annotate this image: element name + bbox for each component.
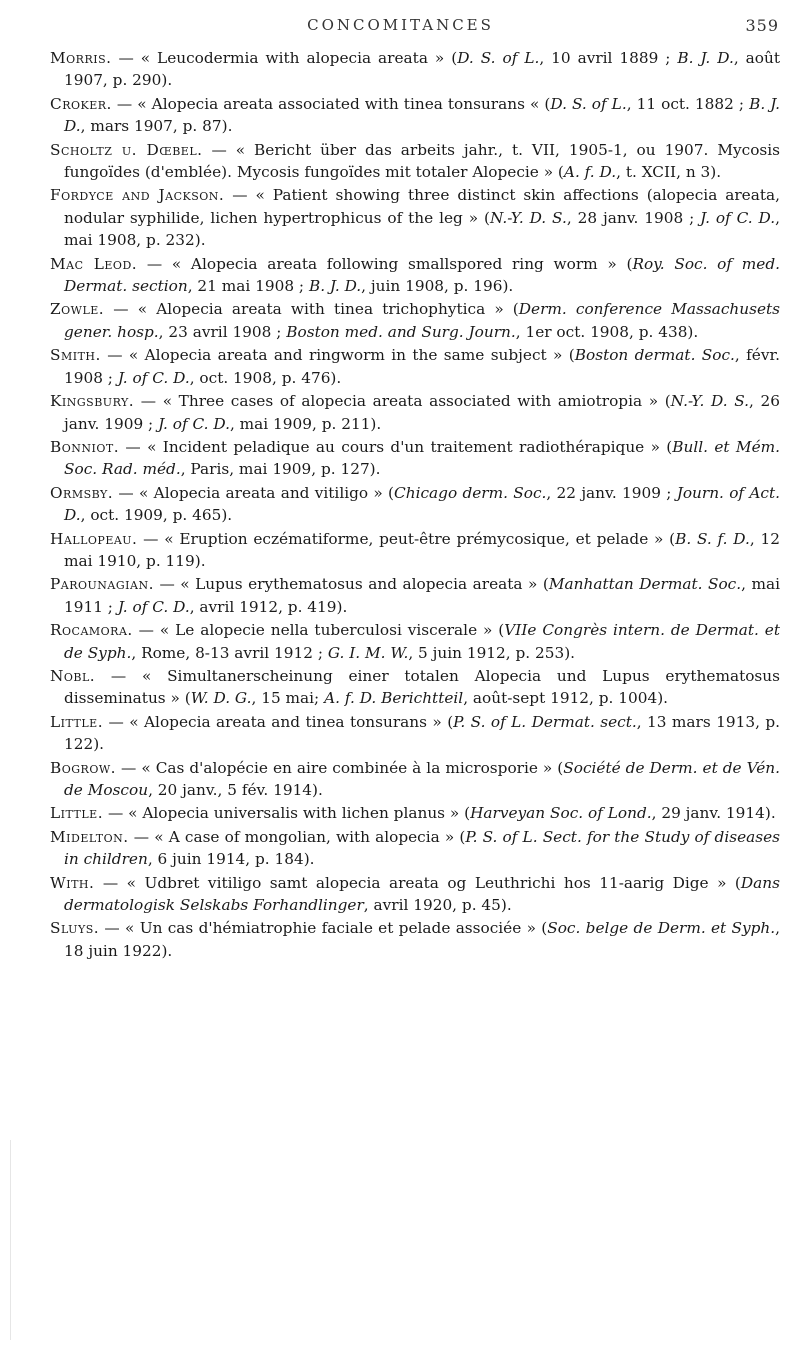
reference-author: Little. [50, 804, 104, 823]
reference-source: N.-Y. D. S. [489, 208, 567, 227]
reference-source: Bull. et Mém. Soc. Rad. méd. [64, 437, 780, 479]
reference-source: J. of C. D. [117, 368, 190, 387]
reference-author: Fordyce and Jackson. [50, 186, 225, 205]
running-head [0, 8, 801, 38]
reference-text: , 18 juin 1922). [64, 919, 781, 960]
reference-entry [50, 573, 780, 618]
reference-text: — « Alopecia areata following smallspored ring worm » ( [137, 254, 633, 273]
reference-entry [50, 872, 780, 917]
reference-text: — « A case of mongolian, with alopecia » ( [128, 827, 466, 846]
reference-text: , 28 janv. 1908 ; [566, 208, 701, 227]
reference-entry [50, 298, 780, 343]
reference-entry [50, 802, 780, 824]
reference-author: Parounagian. [50, 575, 154, 594]
reference-author: Rocamora. [50, 621, 133, 640]
reference-text: — « Cas d'alopécie en aire combinée à la microsporie » ( [116, 758, 564, 777]
reference-source: Journ. of Act. D. [64, 483, 780, 525]
reference-author: Bonniot. [50, 437, 120, 456]
reference-author: Scholtz u. Dœbel. [50, 140, 203, 159]
reference-text: , 21 mai 1908 ; [187, 277, 309, 296]
reference-author: Sluys. [50, 919, 100, 938]
reference-author: Little. [50, 712, 104, 731]
reference-text: , Paris, mai 1909, p. 127). [180, 460, 381, 479]
reference-text: , t. XCII, n 3). [616, 163, 722, 182]
reference-source: Boston med. and Surg. Journ. [286, 322, 516, 341]
reference-text: , 15 mai; [251, 689, 325, 708]
reference-entry [50, 482, 780, 527]
reference-author: Nobl. [50, 666, 96, 685]
reference-source: G. I. M. W. [327, 643, 409, 662]
reference-source: Harveyan Soc. of Lond. [470, 804, 652, 823]
reference-entry [50, 344, 780, 389]
reference-author: Croker. [50, 94, 112, 113]
reference-text: , mai 1911 ; [64, 575, 780, 616]
reference-entry [50, 826, 780, 871]
reference-author: Kingsbury. [50, 392, 135, 411]
reference-text: — « Bericht über das arbeits jahr., t. VII, 1905-1, ou 1907. Mycosis fungoïdes (d'emblée). Mycosis fungoïdes mit totaler Alopecie » ( [64, 140, 780, 182]
reference-text: , avril 1912, p. 419). [189, 597, 348, 616]
reference-text: , oct. 1909, p. 465). [80, 506, 233, 525]
reference-text: , févr. 1908 ; [64, 346, 780, 387]
reference-text: , juin 1908, p. 196). [361, 277, 514, 296]
reference-text: — « Simultanerscheinung einer totalen Alopecia und Lupus erythematosus disseminatus » ( [64, 666, 780, 708]
reference-entry [50, 665, 780, 710]
reference-entry [50, 390, 780, 435]
reference-author: Smith. [50, 346, 101, 365]
reference-text: , 20 janv., 5 fév. 1914). [148, 781, 323, 799]
reference-text: , 13 mars 1913, p. 122). [64, 712, 781, 754]
reference-text: — « Alopecia areata and vitiligo » ( [113, 483, 395, 502]
reference-source: B. J. D. [308, 277, 362, 296]
reference-entry [50, 47, 780, 92]
reference-text: , 26 janv. 1909 ; [64, 392, 780, 433]
reference-author: Mac Leod. [50, 254, 138, 273]
reference-text: — « Alopecia universalis with lichen planus » ( [103, 804, 471, 823]
reference-source: Société de Derm. et de Vén. de Moscou [64, 758, 780, 799]
reference-text: , Rome, 8-13 avril 1912 ; [131, 643, 328, 662]
reference-source: Derm. conference Massachusets gener. hosp. [64, 300, 780, 341]
reference-entry [50, 757, 780, 802]
reference-text: , mars 1907, p. 87). [80, 117, 233, 136]
reference-text: — « Incident peladique au cours d'un traitement radiothérapique » ( [119, 437, 673, 456]
reference-source: Soc. belge de Derm. et Syph. [547, 919, 776, 938]
reference-text: , 22 janv. 1909 ; [546, 483, 677, 502]
reference-entry [50, 93, 780, 138]
reference-entry [50, 139, 780, 184]
reference-text: — « Lupus erythematosus and alopecia areata » ( [153, 575, 549, 594]
reference-text: — « Three cases of alopecia areata associated with amiotropia » ( [134, 392, 671, 411]
reference-text: — « Alopecia areata associated with tinea tonsurans « ( [111, 94, 551, 113]
reference-entry [50, 253, 780, 298]
reference-text: , 6 juin 1914, p. 184). [147, 850, 315, 869]
reference-entry [50, 619, 780, 664]
reference-author: With. [50, 873, 95, 892]
reference-text: — « Udbret vitiligo samt alopecia areata og Leuthrichi hos 11-aarig Dige » ( [94, 873, 741, 892]
reference-source: W. D. G. [190, 689, 252, 708]
reference-text: , 5 juin 1912, p. 253). [408, 643, 576, 662]
reference-source: J. of C. D. [700, 208, 776, 227]
reference-text: — « Un cas d'hémiatrophie faciale et pelade associée » ( [99, 919, 548, 938]
reference-source: Manhattan Dermat. Soc. [548, 575, 742, 594]
reference-source: A. f. D. [563, 163, 617, 182]
reference-text: , août-sept 1912, p. 1004). [463, 689, 669, 708]
reference-source: D. S. of L. [550, 94, 627, 113]
reference-text: — « Leucodermia with alopecia areata » ( [111, 49, 458, 67]
reference-source: D. S. of L. [457, 49, 540, 67]
reference-source: VIIe Congrès intern. de Dermat. et de Syph. [64, 621, 780, 662]
reference-list [50, 47, 780, 963]
reference-author: Ormsby. [50, 483, 114, 502]
reference-source: P. S. of L. Sect. for the Study of diseases in children [64, 827, 781, 869]
reference-author: Morris. [50, 49, 112, 67]
reference-text: , 10 avril 1889 ; [539, 49, 678, 67]
reference-text: — « Alopecia areata with tinea trichophytica » ( [104, 300, 519, 319]
reference-text: , 29 janv. 1914). [651, 804, 776, 823]
reference-text: — « Patient showing three distinct skin affections (alopecia areata, nodular syphilide, lichen hypertrophicus of the leg » ( [64, 186, 780, 227]
reference-author: Midelton. [50, 827, 129, 846]
reference-source: P. S. of L. Dermat. sect. [453, 712, 637, 731]
page-number: 359 [745, 16, 779, 35]
reference-source: Chicago derm. Soc. [394, 483, 547, 502]
reference-source: B. J. D. [64, 94, 781, 136]
reference-entry [50, 528, 780, 573]
reference-source: Boston dermat. Soc. [574, 346, 735, 365]
reference-text: , août 1907, p. 290). [64, 49, 780, 90]
reference-text: — « Alopecia areata and ringworm in the same subject » ( [100, 346, 575, 365]
reference-source: N.-Y. D. S. [670, 392, 750, 411]
reference-source: J. of C. D. [117, 597, 190, 616]
reference-source: Roy. Soc. of med. Dermat. section [64, 254, 780, 296]
reference-entry [50, 436, 780, 481]
reference-source: B. S. f. D. [675, 529, 750, 548]
reference-source: A. f. D. Berichtteil [324, 689, 464, 708]
reference-author: Hallopeau. [50, 529, 138, 548]
reference-text: , mai 1908, p. 232). [64, 208, 780, 250]
reference-text: , 11 oct. 1882 ; [626, 94, 750, 113]
reference-text: , 12 mai 1910, p. 119). [64, 529, 780, 570]
margin-rule [10, 1140, 11, 1340]
reference-text: , 23 avril 1908 ; [158, 322, 287, 341]
reference-source: Dans dermatologisk Selskabs Forhandlinger [64, 873, 780, 915]
reference-text: , avril 1920, p. 45). [363, 896, 512, 915]
reference-source: J. of C. D. [158, 414, 230, 433]
running-title: CONCOMITANCES [307, 16, 494, 34]
reference-text: , 1er oct. 1908, p. 438). [515, 322, 699, 341]
reference-author: Bogrow. [50, 758, 117, 777]
reference-source: B. J. D. [677, 49, 734, 67]
reference-text: — « Alopecia areata and tinea tonsurans » ( [103, 712, 454, 731]
reference-entry [50, 184, 780, 251]
reference-text: , oct. 1908, p. 476). [189, 368, 342, 387]
reference-text: , mai 1909, p. 211). [229, 414, 382, 433]
reference-text: — « Eruption eczématiforme, peut-être prémycosique, et pelade » ( [137, 529, 676, 548]
reference-entry [50, 711, 780, 756]
reference-entry [50, 917, 780, 962]
reference-text: — « Le alopecie nella tuberculosi viscerale » ( [132, 621, 505, 640]
reference-author: Zowle. [50, 300, 105, 319]
